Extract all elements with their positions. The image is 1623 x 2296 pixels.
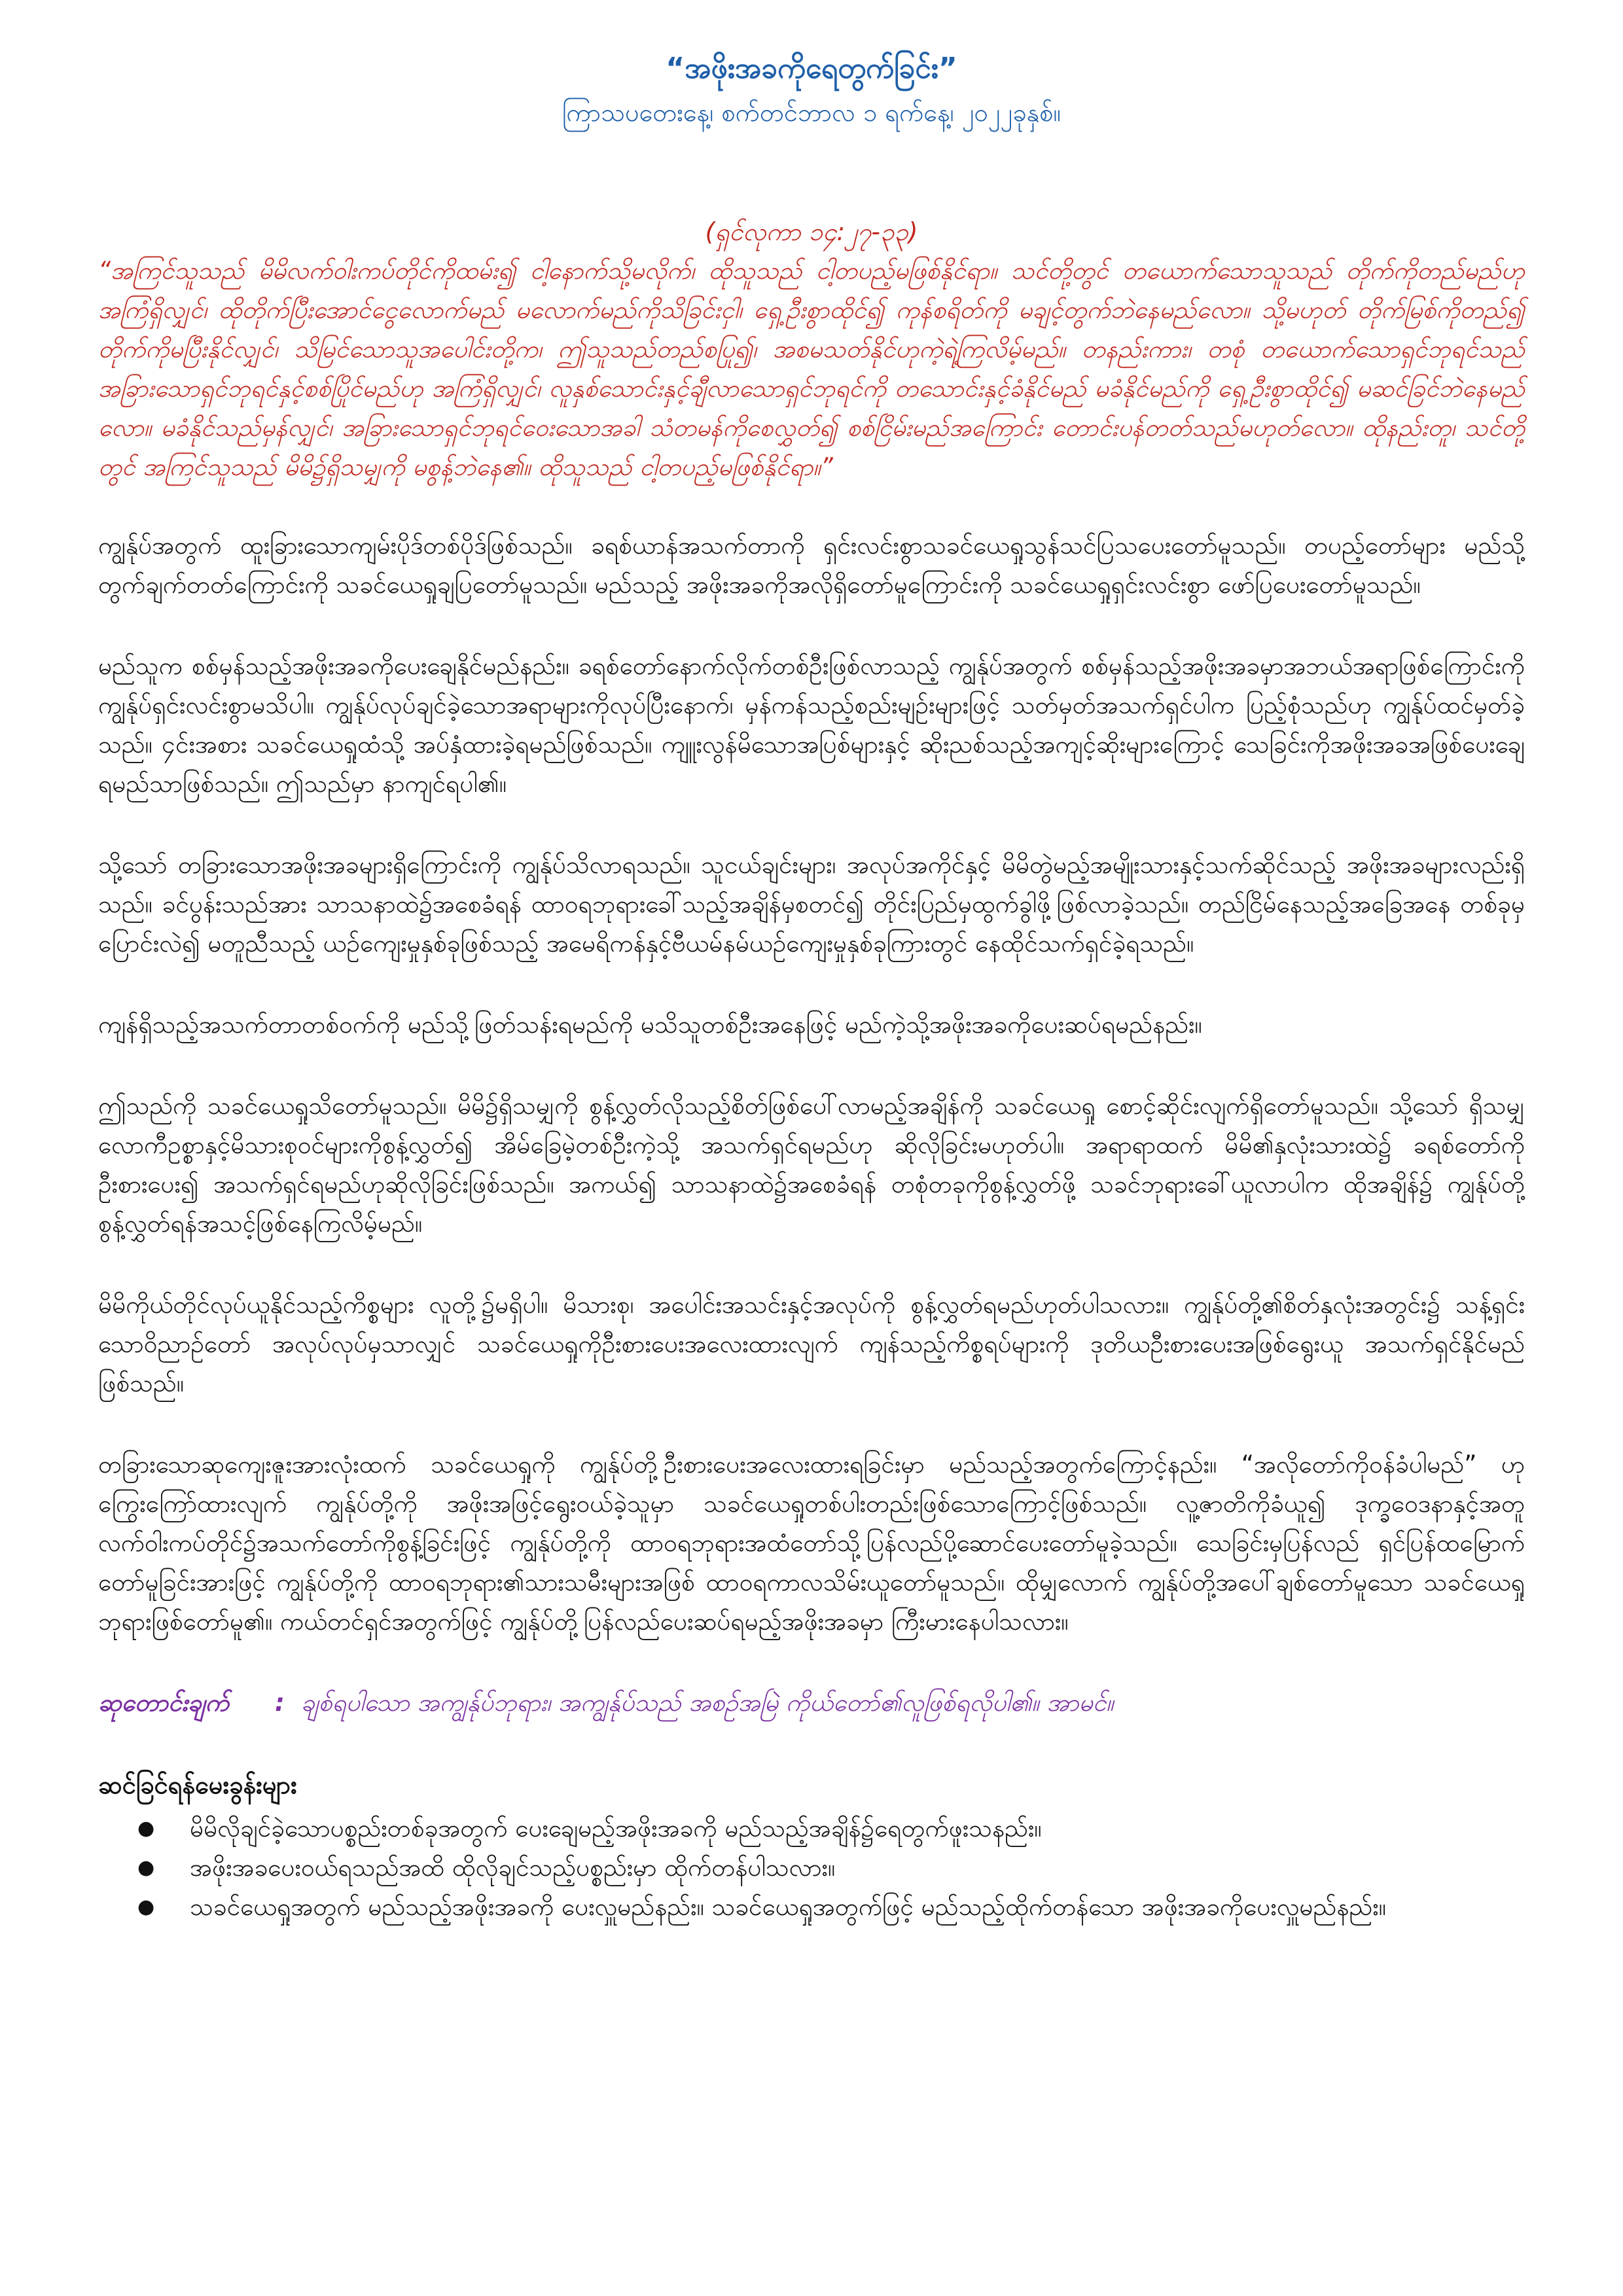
reflection-question-list xyxy=(98,1809,1525,1927)
body-paragraph-1: ကျွန်ုပ်အတွက် ထူးခြားသောကျမ်းပိုဒ်တစ်ပိုဒ်ဖြစ်သည်။ ခရစ်ယာန်အသက်တာကို ရှင်းလင်းစွာသခင်ယေရှုသွန်သင်ပြသပေးတော်မူသည်။ တပည့်တော်များ မည်သို့တွက်ချက်တတ်ကြောင်းကို သခင်ယေရှုချပြတော်မူသည်။ မည်သည့် အဖိုးအခကိုအလိုရှိတော်မူကြောင်းကို သခင်ယေရှုရှင်းလင်းစွာ ဖော်ပြပေးတော်မူသည်။ xyxy=(98,531,1525,599)
devotional-date: ကြာသပတေးနေ့၊ စက်တင်ဘာလ ၁ ရက်နေ့၊ ၂၀၂၂ခုနှစ်။ xyxy=(562,98,1061,127)
scripture-passage: “အကြင်သူသည် မိမိလက်ဝါးကပ်တိုင်ကိုထမ်း၍ ငါ့နောက်သို့မလိုက်၊ ထိုသူသည် ငါ့တပည့်မဖြစ်နိုင်ရာ။ သင်တို့တွင် တယောက်သောသူသည် တိုက်ကိုတည်မည်ဟု အကြံရှိလျှင်၊ ထိုတိုက်ပြီးအောင်ငွေလောက်မည် မလောက်မည်ကိုသိခြင်းငှါ၊ ရှေ့ဦးစွာထိုင်၍ ကုန်စရိတ်ကို မချင့်တွက်ဘဲနေမည်လော။ သို့မဟုတ် တိုက်မြစ်ကိုတည်၍ တိုက်ကိုမပြီးနိုင်လျှင်၊ သိမြင်သောသူအပေါင်းတို့က၊ ဤသူသည်တည်စပြု၍၊ အစမသတ်နိုင်ဟုကဲ့ရဲ့ကြလိမ့်မည်။ တနည်းကား၊ တစုံ တယောက်သောရှင်ဘုရင်သည် အခြားသောရှင်ဘုရင်နှင့်စစ်ပြိုင်မည်ဟု အကြံရှိလျှင်၊ လူနှစ်သောင်းနှင့်ချီလာသောရှင်ဘုရင်ကို တသောင်းနှင့်ခံနိုင်မည် မခံနိုင်မည်ကို ရှေ့ဦးစွာထိုင်၍ မဆင်ခြင်ဘဲနေမည်လော။ မခံနိုင်သည်မှန်လျှင်၊ အခြားသောရှင်ဘုရင်ဝေးသောအခါ သံတမန်ကိုစေလွှတ်၍ စစ်ငြိမ်းမည်အကြောင်း တောင်းပန်တတ်သည်မဟုတ်လော။ ထိုနည်းတူ၊ သင်တို့တွင် အကြင်သူသည် မိမိ၌ရှိသမျှကို မစွန့်ဘဲနေ၏။ ထိုသူသည် ငါ့တပည့်မဖြစ်နိုင်ရာ။” xyxy=(98,257,1525,481)
body-paragraph-6: မိမိကိုယ်တိုင်လုပ်ယူနိုင်သည့်ကိစ္စများ လူတို့၌မရှိပါ။ မိသားစု၊ အပေါင်းအသင်းနှင့်အလုပ်ကို စွန့်လွှတ်ရမည်ဟုတ်ပါသလား။ ကျွန်ုပ်တို့၏စိတ်နှလုံးအတွင်း၌ သန့်ရှင်းသောဝိညာဉ်တော် အလုပ်လုပ်မှသာလျှင် သခင်ယေရှုကိုဦးစားပေးအလေးထားလျက် ကျန်သည့်ကိစ္စရပ်များကို ဒုတိယဦးစားပေးအဖြစ်ရွေးယူ အသက်ရှင်နိုင်မည်ဖြစ်သည်။ xyxy=(98,1291,1525,1397)
bullet-icon: ● xyxy=(137,1817,155,1840)
body-paragraph-7: တခြားသောဆုကျေးဇူးအားလုံးထက် သခင်ယေရှုကို ကျွန်ုပ်တို့ဦးစားပေးအလေးထားရခြင်းမှာ မည်သည့်အတွက်ကြောင့်နည်း။ “အလိုတော်ကိုဝန်ခံပါမည်” ဟု ကြွေးကြော်ထားလျက် ကျွန်ုပ်တို့ကို အဖိုးအဖြင့်ရွေးဝယ်ခဲ့သူမှာ သခင်ယေရှုတစ်ပါးတည်းဖြစ်သောကြောင့်ဖြစ်သည်။ လူ့ဇာတိကိုခံယူ၍ ဒုက္ခဝေဒနာနှင့်အတူ လက်ဝါးကပ်တိုင်၌အသက်တော်ကိုစွန့်ခြင်းဖြင့် ကျွန်ုပ်တို့ကို ထာဝရဘုရားအထံတော်သို့ပြန်လည်ပို့ဆောင်ပေးတော်မူခဲ့သည်။ သေခြင်းမှပြန်လည် ရှင်ပြန်ထမြောက်တော်မူခြင်းအားဖြင့် ကျွန်ုပ်တို့ကို ထာဝရဘုရား၏သားသမီးများအဖြစ် ထာဝရကာလသိမ်းယူတော်မူသည်။ ထိုမျှလောက် ကျွန်ုပ်တို့အပေါ်ချစ်တော်မူသော သခင်ယေရှုဘုရားဖြစ်တော်မူ၏။ ကယ်တင်ရှင်အတွက်ဖြင့် ကျွန်ုပ်တို့ပြန်လည်ပေးဆပ်ရမည့်အဖိုးအခမှာ ကြီးမားနေပါသလား။ xyxy=(98,1450,1525,1636)
devotional-title: “အဖိုးအခကိုရေတွက်ခြင်း” xyxy=(666,52,957,85)
prayer-label: ဆုတောင်းချက် xyxy=(98,1689,229,1717)
list-item xyxy=(137,1809,1525,1848)
scripture-reference: (ရှင်လုကာ ၁၄:၂၇-၃၃) xyxy=(705,217,918,246)
reflection-question-3: သခင်ယေရှုအတွက် မည်သည့်အဖိုးအခကို ပေးလှူမည်နည်း။ သခင်ယေရှုအတွက်ဖြင့် မည်သည့်ထိုက်တန်သော အဖိုးအခကိုပေးလှူမည်နည်း။ xyxy=(190,1893,1386,1921)
document-page xyxy=(98,46,1525,1927)
reflection-heading: ဆင်ခြင်ရန်မေးခွန်းများ xyxy=(98,1770,297,1799)
prayer-colon: : xyxy=(275,1689,285,1717)
body-paragraph-2: မည်သူက စစ်မှန်သည့်အဖိုးအခကိုပေးချေနိုင်မည်နည်း။ ခရစ်တော်နောက်လိုက်တစ်ဦးဖြစ်လာသည့် ကျွန်ုပ်အတွက် စစ်မှန်သည့်အဖိုးအခမှာအဘယ်အရာဖြစ်ကြောင်းကို ကျွန်ုပ်ရှင်းလင်းစွာမသိပါ။ ကျွန်ုပ်လုပ်ချင်ခဲ့သောအရာများကိုလုပ်ပြီးနောက်၊ မှန်ကန်သည့်စည်းမျဉ်းများဖြင့် သတ်မှတ်အသက်ရှင်ပါက ပြည့်စုံသည်ဟု ကျွန်ုပ်ထင်မှတ်ခဲ့သည်။ ၄င်းအစား သခင်ယေရှုထံသို့ အပ်နှံထားခဲ့ရမည်ဖြစ်သည်။ ကျူးလွန်မိသောအပြစ်များနှင့် ဆိုးညစ်သည့်အကျင့်ဆိုးများကြောင့် သေခြင်းကိုအဖိုးအခအဖြစ်ပေးချေရမည်သာဖြစ်သည်။ ဤသည်မှာ နာကျင်ရပါ၏။ xyxy=(98,652,1525,798)
prayer-text: ချစ်ရပါသော အကျွန်ုပ်ဘုရား၊ အကျွန်ုပ်သည် အစဉ်အမြဲ ကိုယ်တော်၏လူဖြစ်ရလိုပါ၏။ အာမင်။ xyxy=(301,1689,1114,1717)
bullet-icon: ● xyxy=(137,1895,155,1918)
bullet-icon: ● xyxy=(137,1856,155,1879)
body-paragraph-3: သို့သော် တခြားသောအဖိုးအခများရှိကြောင်းကို ကျွန်ုပ်သိလာရသည်။ သူငယ်ချင်းများ၊ အလုပ်အကိုင်နှင့် မိမိတွဲမည့်အမျိုးသားနှင့်သက်ဆိုင်သည့် အဖိုးအခများလည်းရှိသည်။ ခင်ပွန်းသည်အား သာသနာထဲ၌အစေခံရန် ထာဝရဘုရားခေါ်သည့်အချိန်မှစတင်၍ တိုင်းပြည်မှထွက်ခွါဖို့ဖြစ်လာခဲ့သည်။ တည်ငြိမ်နေသည့်အခြေအနေ တစ်ခုမှပြောင်းလဲ၍ မတူညီသည့် ယဉ်ကျေးမှုနှစ်ခုဖြစ်သည့် အမေရိကန်နှင့်ဗီယမ်နမ်ယဉ်ကျေးမှုနှစ်ခုကြားတွင် နေထိုင်သက်ရှင်ခဲ့ရသည်။ xyxy=(98,851,1525,958)
reflection-question-2: အဖိုးအခပေးဝယ်ရသည်အထိ ထိုလိုချင်သည့်ပစ္စည်းမှာ ထိုက်တန်ပါသလား။ xyxy=(190,1854,836,1882)
list-item xyxy=(137,1888,1525,1927)
prayer-section xyxy=(98,1683,1525,1723)
body-paragraph-5: ဤသည်ကို သခင်ယေရှုသိတော်မူသည်။ မိမိ၌ရှိသမျှကို စွန့်လွှတ်လိုသည့်စိတ်ဖြစ်ပေါ်လာမည့်အချိန်ကို သခင်ယေရှု စောင့်ဆိုင်းလျက်ရှိတော်မူသည်။ သို့သော် ရှိသမျှလောကီဥစ္စာနှင့်မိသားစုဝင်များကိုစွန့်လွှတ်၍ အိမ်ခြေမဲ့တစ်ဦးကဲ့သို့ အသက်ရှင်ရမည်ဟု ဆိုလိုခြင်းမဟုတ်ပါ။ အရာရာထက် မိမိ၏နှလုံးသားထဲ၌ ခရစ်တော်ကို ဦးစားပေး၍ အသက်ရှင်ရမည်ဟုဆိုလိုခြင်းဖြစ်သည်။ အကယ်၍ သာသနာထဲ၌အစေခံရန် တစုံတခုကိုစွန့်လွှတ်ဖို့ သခင်ဘုရားခေါ်ယူလာပါက ထိုအချိန်၌ ကျွန်ုပ်တို့စွန့်လွှတ်ရန်အသင့်ဖြစ်နေကြလိမ့်မည်။ xyxy=(98,1092,1525,1238)
reflection-question-1: မိမိလိုချင်ခဲ့သောပစ္စည်းတစ်ခုအတွက် ပေးချေမည့်အဖိုးအခကို မည်သည့်အချိန်၌ရေတွက်ဖူးသနည်း။ xyxy=(190,1814,1042,1842)
body-paragraph-4: ကျန်ရှိသည့်အသက်တာတစ်ဝက်ကို မည်သို့ဖြတ်သန်းရမည်ကို မသိသူတစ်ဦးအနေဖြင့် မည်ကဲ့သို့အဖိုးအခကိုပေးဆပ်ရမည်နည်း။ xyxy=(98,1011,1202,1039)
list-item xyxy=(137,1848,1525,1888)
